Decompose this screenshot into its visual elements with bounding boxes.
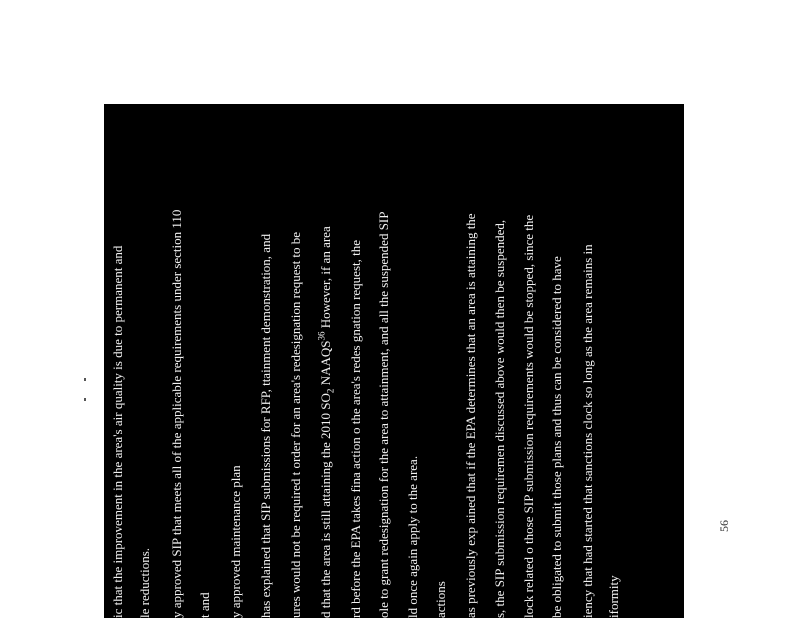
text-line: y approved SIP that meets all of the applicable requirements under section 110: [169, 209, 184, 618]
subscript: 2: [325, 388, 336, 394]
text-line: ld once again apply to the area.: [405, 455, 420, 618]
rotated-text-block: [104, 104, 684, 618]
text-line: t and: [197, 592, 212, 618]
text-line: rd before the EPA takes fina action o the area's redes gnation request, the: [348, 239, 363, 618]
text-line: actions: [433, 581, 448, 618]
text-line: lock related o those SIP submission requirements would be stopped, since the: [521, 214, 536, 618]
text-line: iformity: [606, 575, 621, 618]
text-line: le reductions.: [137, 547, 152, 618]
text-line: ole to grant redesignation for the area to attainment, and all the suspended SIP: [376, 211, 391, 618]
text-segment: NAAQS: [318, 340, 333, 389]
text-line: iency that had started that sanctions clock so long as the area remains in: [580, 244, 595, 618]
footnote-marker: 36: [316, 331, 327, 341]
scan-speck: [84, 378, 86, 381]
scan-speck: [84, 398, 86, 401]
text-line: y approved maintenance plan: [228, 465, 243, 618]
page-number: 56: [716, 520, 731, 532]
text-line: s, the SIP submission requiremen discussed above would then be suspended,: [492, 219, 507, 618]
text-line-with-footnote: [316, 226, 336, 618]
text-line: has explained that SIP submissions for RFP, ttainment demonstration, and: [258, 233, 273, 618]
text-segment: However, if an area: [318, 226, 333, 332]
text-line: as previously exp ained that if the EPA determines that an area is attaining the: [463, 213, 478, 618]
text-line: be obligated to submit those plans and thus can be considered to have: [549, 256, 564, 618]
text-line: ures would not be required t order for an area's redesignation request to be: [288, 231, 303, 618]
text-line: ic that the improvement in the area's air quality is due to permanent and: [110, 245, 125, 618]
text-segment: d that the area is still attaining the 2010 SO: [318, 393, 333, 618]
